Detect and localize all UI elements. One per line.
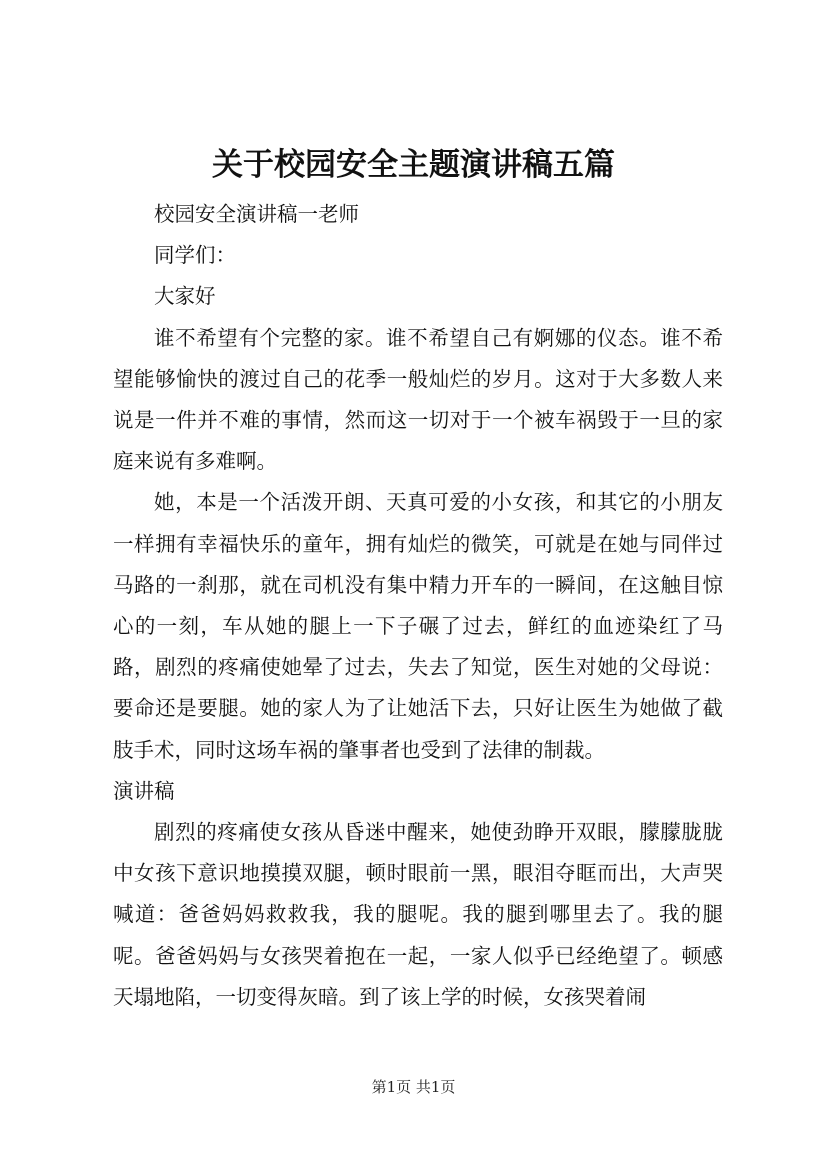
- page-footer: 第1页 共1页: [371, 1078, 456, 1096]
- document-title: 关于校园安全主题演讲稿五篇: [212, 147, 615, 183]
- paragraph: 校园安全演讲稿一老师: [154, 202, 359, 226]
- paragraph: 大家好: [154, 284, 216, 309]
- paragraph: 同学们：: [154, 243, 236, 268]
- paragraph: 剧烈的疼痛使女孩从昏迷中醒来，她使劲睁开双眼，朦朦胧胧中女孩下意识地摸摸双腿，顿时眼前一黑，眼泪夺眶而出，大声哭喊道：爸爸妈妈救救我，我的腿呢。我的腿到哪里去了。我的腿呢。爸爸妈妈与女孩哭着抱在一起，一家人似乎已经绝望了。顿感天塌地陷，一切变得灰暗。到了该上学的时候，女孩哭着闹: [113, 820, 723, 1009]
- paragraph: 演讲稿: [113, 778, 175, 803]
- paragraph: 她，本是一个活泼开朗、天真可爱的小女孩，和其它的小朋友一样拥有幸福快乐的童年，拥有灿烂的微笑，可就是在她与同伴过马路的一刹那，就在司机没有集中精力开车的一瞬间，在这触目惊心的一刻，车从她的腿上一下子碾了过去，鲜红的血迹染红了马路，剧烈的疼痛使她晕了过去，失去了知觉，医生对她的父母说：要命还是要腿。她的家人为了让她活下去，只好让医生为她做了截肢手术，同时这场车祸的肇事者也受到了法律的制裁。: [113, 490, 723, 762]
- document-body: [113, 194, 723, 1018]
- paragraph: 谁不希望有个完整的家。谁不希望自己有婀娜的仪态。谁不希望能够愉快的渡过自己的花季一般灿烂的岁月。这对于大多数人来说是一件并不难的事情，然而这一切对于一个被车祸毁于一旦的家庭来说有多难啊。: [113, 325, 723, 474]
